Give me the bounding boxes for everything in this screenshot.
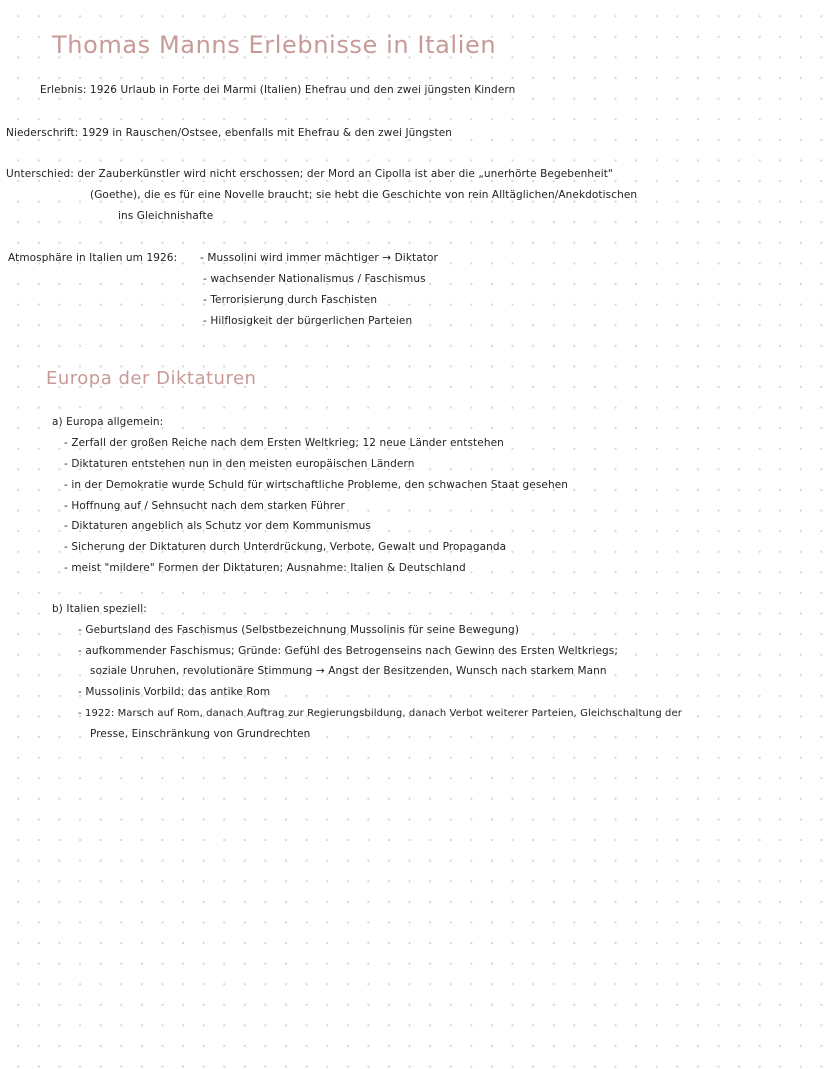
italien-item-2b: soziale Unruhen, revolutionäre Stimmung → Angst der Besitzenden, Wunsch nach starkem Mann — [90, 665, 607, 677]
niederschrift-line: Niederschrift: 1929 in Rauschen/Ostsee, ebenfalls mit Ehefrau & den zwei Jüngsten — [6, 127, 453, 139]
italien-item-2a: - aufkommender Faschismus; Gründe: Gefühl des Betrogenseins nach Gewinn des Ersten Weltkriegs; — [78, 645, 618, 657]
unterschied-line-1: Unterschied: der Zauberkünstler wird nicht erschossen; der Mord an Cipolla ist aber die „unerhörte Begebenheit" — [6, 168, 613, 180]
atmosphaere-item-2: - wachsender Nationalismus / Faschismus — [203, 273, 426, 285]
europa-item-4: - Hoffnung auf / Sehnsucht nach dem starken Führer — [64, 500, 345, 512]
atmosphaere-item-3: - Terrorisierung durch Faschisten — [203, 294, 378, 306]
italien-item-1: - Geburtsland des Faschismus (Selbstbezeichnung Mussolinis für seine Bewegung) — [78, 624, 520, 636]
unterschied-line-2: (Goethe), die es für eine Novelle braucht; sie hebt die Geschichte von rein Alltäglichen/Anekdotischen — [90, 189, 638, 201]
europa-heading: a) Europa allgemein: — [52, 416, 164, 428]
europa-item-3: - in der Demokratie wurde Schuld für wirtschaftliche Probleme, den schwachen Staat gesehen — [64, 479, 569, 491]
section-title-europa: Europa der Diktaturen — [46, 368, 257, 389]
atmosphaere-label: Atmosphäre in Italien um 1926: — [8, 252, 178, 264]
europa-item-6: - Sicherung der Diktaturen durch Unterdrückung, Verbote, Gewalt und Propaganda — [64, 541, 507, 553]
europa-item-7: - meist "mildere" Formen der Diktaturen; Ausnahme: Italien & Deutschland — [64, 562, 466, 574]
unterschied-line-3: ins Gleichnishafte — [118, 210, 214, 222]
italien-item-4a: - 1922: Marsch auf Rom, danach Auftrag zur Regierungsbildung, danach Verbot weiterer Parteien, Gleichschaltung der — [78, 708, 682, 719]
europa-item-5: - Diktaturen angeblich als Schutz vor dem Kommunismus — [64, 520, 372, 532]
europa-item-2: - Diktaturen entstehen nun in den meisten europäischen Ländern — [64, 458, 415, 470]
erlebnis-line: Erlebnis: 1926 Urlaub in Forte dei Marmi (Italien) Ehefrau und den zwei jüngsten Kindern — [40, 84, 516, 96]
page-title: Thomas Manns Erlebnisse in Italien — [52, 31, 497, 59]
atmosphaere-item-1: - Mussolini wird immer mächtiger → Diktator — [200, 252, 438, 264]
italien-item-4b: Presse, Einschränkung von Grundrechten — [90, 728, 311, 740]
europa-item-1: - Zerfall der großen Reiche nach dem Ersten Weltkrieg; 12 neue Länder entstehen — [64, 437, 504, 449]
atmosphaere-item-4: - Hilflosigkeit der bürgerlichen Parteien — [203, 315, 413, 327]
italien-heading: b) Italien speziell: — [52, 603, 147, 615]
italien-item-3: - Mussolinis Vorbild: das antike Rom — [78, 686, 271, 698]
